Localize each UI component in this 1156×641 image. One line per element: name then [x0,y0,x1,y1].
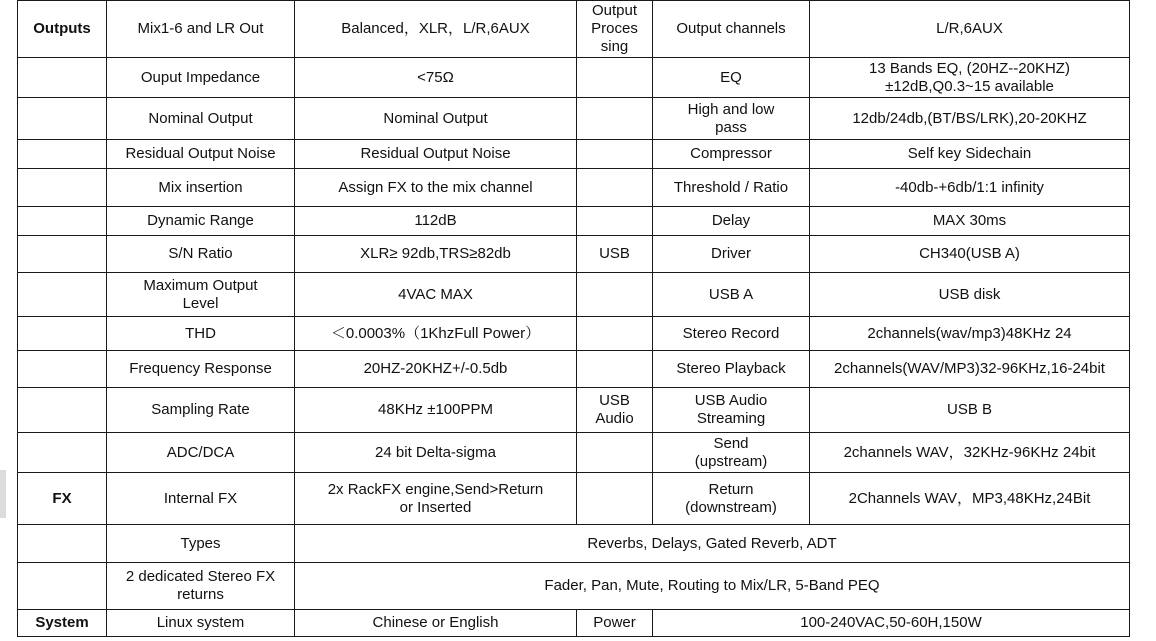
table-row [18,317,1130,351]
spec-name: Internal FX [107,473,295,525]
spec-value: Chinese or English [295,610,577,637]
section-label-outputs: Outputs [18,1,107,58]
group-label [577,140,653,169]
spec-name: 2 dedicated Stereo FX returns [107,563,295,610]
spec-name: Mix1-6 and LR Out [107,1,295,58]
group-label [577,169,653,207]
param-name: Compressor [653,140,810,169]
group-label: Output Proces sing [577,1,653,58]
param-value: CH340(USB A) [810,236,1130,273]
spec-name: Ouput Impedance [107,58,295,98]
spec-name: Nominal Output [107,98,295,140]
param-name: Send (upstream) [653,433,810,473]
param-value: 2channels WAV，32KHz-96KHz 24bit [810,433,1130,473]
group-label [577,317,653,351]
spec-value: 4VAC MAX [295,273,577,317]
param-value: 12db/24db,(BT/BS/LRK),20-20KHZ [810,98,1130,140]
param-value: 2Channels WAV，MP3,48KHz,24Bit [810,473,1130,525]
param-name: USB A [653,273,810,317]
table-row [18,207,1130,236]
group-label [577,207,653,236]
spec-name: THD [107,317,295,351]
section-cell [18,98,107,140]
param-name: Return (downstream) [653,473,810,525]
section-cell [18,169,107,207]
group-label [577,351,653,388]
param-value: 13 Bands EQ, (20HZ--20KHZ) ±12dB,Q0.3~15 available [810,58,1130,98]
group-label: Power [577,610,653,637]
param-value: USB disk [810,273,1130,317]
section-cell [18,563,107,610]
param-name: High and low pass [653,98,810,140]
spec-name: Frequency Response [107,351,295,388]
table-row [18,388,1130,433]
section-cell [18,273,107,317]
table-row [18,98,1130,140]
group-label [577,433,653,473]
group-label [577,58,653,98]
spec-value: 20HZ-20KHZ+/-0.5db [295,351,577,388]
spec-value: XLR≥ 92db,TRS≥82db [295,236,577,273]
wide-value: Fader, Pan, Mute, Routing to Mix/LR, 5-Band PEQ [295,563,1130,610]
section-cell [18,433,107,473]
param-value: -40db-+6db/1:1 infinity [810,169,1130,207]
param-name: EQ [653,58,810,98]
param-name: Stereo Record [653,317,810,351]
spec-name: S/N Ratio [107,236,295,273]
spec-value: <75Ω [295,58,577,98]
spec-table [17,0,1130,637]
param-value: Self key Sidechain [810,140,1130,169]
section-cell [18,236,107,273]
spec-name: Linux system [107,610,295,637]
spec-name: Sampling Rate [107,388,295,433]
param-value: USB B [810,388,1130,433]
group-label [577,473,653,525]
section-cell [18,388,107,433]
group-label: USB Audio [577,388,653,433]
group-label [577,98,653,140]
section-cell [18,140,107,169]
param-value: MAX 30ms [810,207,1130,236]
param-name: Threshold / Ratio [653,169,810,207]
spec-name: Maximum Output Level [107,273,295,317]
param-name: Output channels [653,1,810,58]
wide-value: 100-240VAC,50-60H,150W [653,610,1130,637]
section-cell [18,351,107,388]
table-row [18,1,1130,58]
table-row [18,433,1130,473]
spec-value: 24 bit Delta-sigma [295,433,577,473]
param-name: Driver [653,236,810,273]
group-label [577,273,653,317]
section-label-fx: FX [18,473,107,525]
table-row [18,169,1130,207]
group-label: USB [577,236,653,273]
spec-name: Dynamic Range [107,207,295,236]
section-cell [18,207,107,236]
section-cell [18,317,107,351]
param-name: Delay [653,207,810,236]
spec-value: Nominal Output [295,98,577,140]
left-edge-mark [0,470,6,518]
spec-name: ADC/DCA [107,433,295,473]
table-row [18,473,1130,525]
spec-name: Types [107,525,295,563]
section-label-system: System [18,610,107,637]
spec-value: Residual Output Noise [295,140,577,169]
table-row [18,351,1130,388]
param-value: L/R,6AUX [810,1,1130,58]
table-row [18,273,1130,317]
table-row [18,610,1130,637]
spec-value: 48KHz ±100PPM [295,388,577,433]
table-row [18,563,1130,610]
spec-value: ＜0.0003%（1KhzFull Power） [295,317,577,351]
section-cell [18,58,107,98]
section-cell [18,525,107,563]
spec-value: 2x RackFX engine,Send>Return or Inserted [295,473,577,525]
param-value: 2channels(WAV/MP3)32-96KHz,16-24bit [810,351,1130,388]
spec-name: Residual Output Noise [107,140,295,169]
param-name: Stereo Playback [653,351,810,388]
table-row [18,525,1130,563]
spec-value: Balanced，XLR，L/R,6AUX [295,1,577,58]
spec-value: Assign FX to the mix channel [295,169,577,207]
table-row [18,140,1130,169]
table-row [18,58,1130,98]
spec-value: 112dB [295,207,577,236]
param-name: USB Audio Streaming [653,388,810,433]
wide-value: Reverbs, Delays, Gated Reverb, ADT [295,525,1130,563]
spec-name: Mix insertion [107,169,295,207]
param-value: 2channels(wav/mp3)48KHz 24 [810,317,1130,351]
table-row [18,236,1130,273]
